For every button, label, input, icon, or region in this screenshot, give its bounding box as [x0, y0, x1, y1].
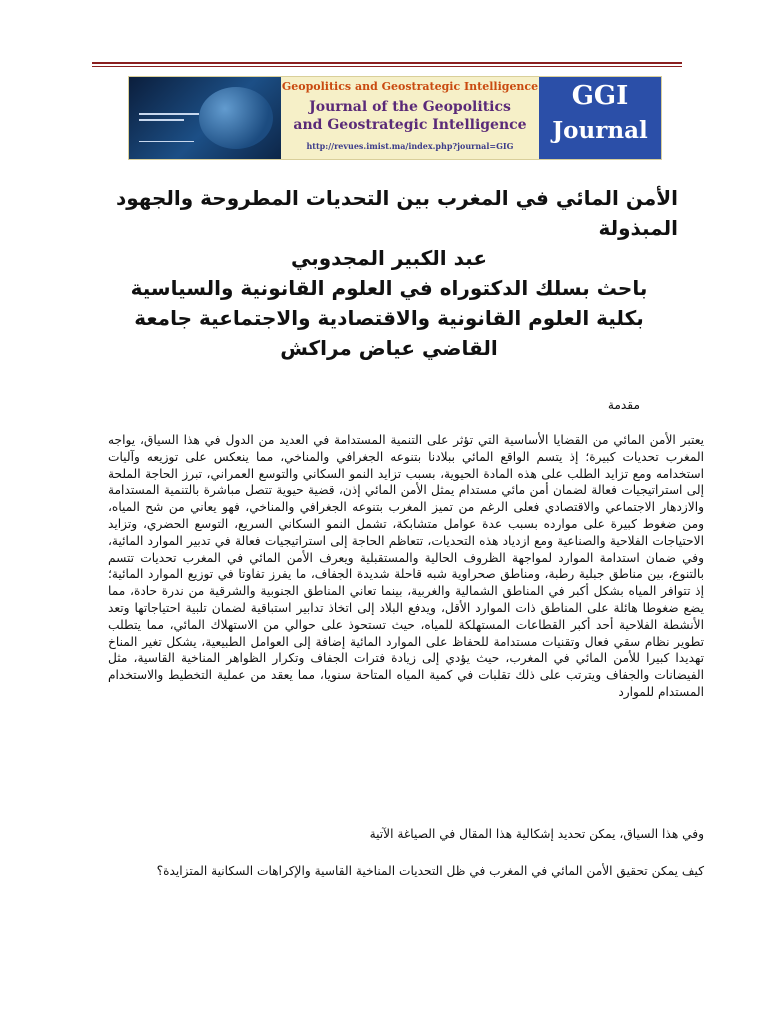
banner-url: http://revues.imist.ma/index.php?journal=GIG: [306, 141, 514, 151]
banner-journal-title: Journal of the Geopolitics and Geostrategic Intelligence: [293, 99, 527, 133]
body-paragraph-2: وفي هذا السياق، يمكن تحديد إشكالية هذا المقال في الصياغة الآتية: [369, 827, 704, 841]
author-name: عبد الكبير المجدوبي: [291, 246, 487, 270]
globe-graphic: [199, 87, 273, 149]
journal-cover-image: [129, 77, 281, 159]
top-rule-thin: [92, 66, 682, 67]
author-affiliation-1: باحث بسلك الدكتوراه في العلوم القانونية والسياسية: [130, 276, 648, 300]
section-heading: مقدمة: [607, 398, 640, 412]
author-affiliation-2: بكلية العلوم القانونية والاقتصادية والاجتماعية جامعة القاضي عياض مراكش: [134, 306, 644, 360]
article-title: الأمن المائي في المغرب بين التحديات المطروحة والجهود المبذولة: [115, 186, 678, 240]
banner-text: [281, 77, 539, 159]
ggi-journal-logo: GGI Journal: [539, 77, 661, 159]
body-paragraph-1: يعتبر الأمن المائي من القضايا الأساسية التي تؤثر على التنمية المستدامة في العديد من الدول في هذا السياق، يواجه المغرب تحديات كبيرة؛ إذ يتسم الواقع المائي ببلادنا بتنوعه الجغرافي والمناخي، مما ينعكس على توزيعه وآليات استخدامه ومع تزايد الطلب على هذه المادة الحيوية، بسبب تزايد النمو السكاني والتوسع العمراني، تبرز الحاجة الملحة إلى استراتيجيات فعالة لضمان أمن مائي مستدام يمثل الأمن المائي إذن، قضية حيوية تتصل مباشرة بالتنمية المستدامة والازدهار الاجتماعي والاقتصادي فعلى الرغم من تميز المغرب بتنوعه الجغرافي والمناخي، فهو يعاني من شح المياه، ومن ضغوط كبيرة على موارده بسبب عدة عوامل متشابكة، تشمل النمو السكاني السريع، التوسع الحضري، وتزايد الاحتياجات الفلاحية والصناعية ومع ازدياد هذه التحديات، تتعاظم الحاجة إلى استراتيجيات فعالة في تدبير الموارد المائية، وفي ضمان استدامة الموارد لمواجهة الظروف الحالية والمستقبلية ويعرف الأمن المائي في المغرب تحديات تتسم بالتنوع، بين مناطق جبلية رطبة، ومناطق صحراوية شبه قاحلة شديدة الجفاف، ما يفرز تفاوتا في توزيع الموارد المائية؛ إذ تتوافر المياه بشكل أكبر في المناطق الشمالية والغربية، بينما تعاني المناطق الجنوبية والشرقية من ندرة حادة، مما يضع ضغوطا هائلة على المناطق ذات الموارد الأقل، ويدفع البلاد إلى اتخاذ تدابير استباقية لضمان تلبية احتياجاتها وتعد الأنشطة الفلاحية أحد أكبر القطاعات المستهلكة للمياه، حيث تستحوذ على حوالي من الاستهلاك المائي، مما يتطلب تطوير نظام سقي فعال وتقنيات مستدامة للحفاظ على الموارد المائية إضافة إلى العوامل الطبيعية، يشكل تغير المناخ تهديدا كبيرا للأمن المائي في المغرب، حيث يؤدي إلى زيادة فترات الجفاف وتكرار الظواهر المناخية القاسية، مثل الفيضانات والجفاف ويترتب على ذلك تقلبات في كمية المياه المتاحة سنويا، مما يعقد من عملية التخطيط والاستخدام المستدام للموارد: [108, 433, 704, 699]
top-rule: [92, 62, 682, 64]
banner-top-line: Geopolitics and Geostrategic Intelligence: [281, 80, 539, 93]
research-question: كيف يمكن تحقيق الأمن المائي في المغرب في ظل التحديات المناخية القاسية والإكراهات السكانية المتزايدة؟: [156, 864, 704, 878]
article-header: [100, 183, 678, 363]
journal-banner: [128, 76, 662, 160]
